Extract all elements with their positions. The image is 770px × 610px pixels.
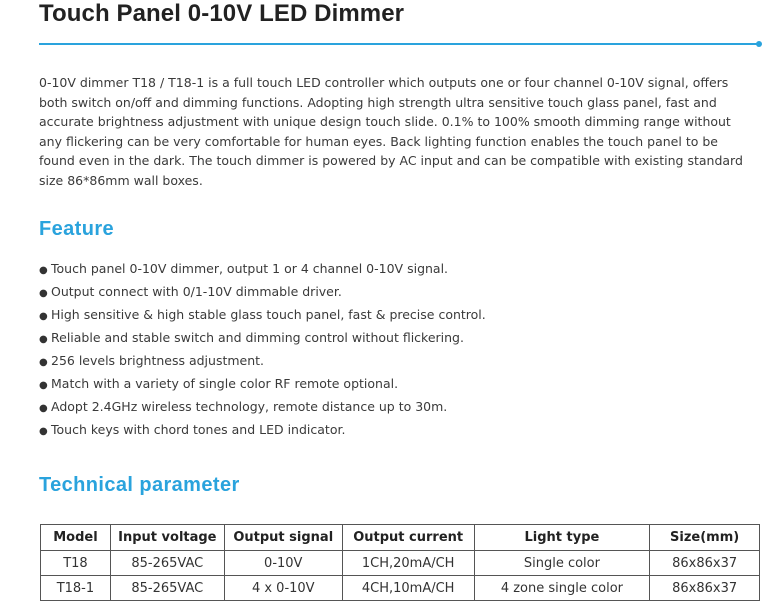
feature-text: Reliable and stable switch and dimming control without flickering.: [51, 330, 464, 345]
column-header-output-signal: Output signal: [224, 525, 342, 551]
cell-output-current: 4CH,10mA/CH: [342, 576, 474, 601]
column-header-output-current: Output current: [342, 525, 474, 551]
column-header-input-voltage: Input voltage: [110, 525, 224, 551]
bullet-icon: ●: [39, 311, 48, 322]
bullet-icon: ●: [39, 288, 48, 299]
intro-paragraph: [39, 73, 764, 190]
table-row: [41, 551, 760, 576]
feature-heading: Feature: [39, 218, 115, 240]
technical-parameter-heading: Technical parameter: [39, 474, 240, 496]
feature-text: 256 levels brightness adjustment.: [51, 353, 265, 368]
cell-size: 86x86x37: [650, 576, 760, 601]
intro-line: found even in the dark. The touch dimmer is powered by AC input and can be compatible with existing standard: [39, 153, 743, 168]
feature-text: Match with a variety of single color RF remote optional.: [51, 376, 399, 391]
column-header-model: Model: [41, 525, 111, 551]
cell-light-type: Single color: [474, 551, 650, 576]
feature-text: Adopt 2.4GHz wireless technology, remote distance up to 30m.: [51, 399, 448, 414]
intro-line: size 86*86mm wall boxes.: [39, 172, 203, 188]
cell-model: T18-1: [41, 576, 111, 601]
feature-item: [39, 260, 486, 283]
page-title: Touch Panel 0-10V LED Dimmer: [39, 0, 405, 27]
feature-list: [39, 260, 486, 444]
cell-input-voltage: 85-265VAC: [110, 551, 224, 576]
intro-line: accurate brightness adjustment with unique design touch slide. 0.1% to 100% smooth dimming range without: [39, 114, 731, 129]
feature-item: [39, 375, 486, 398]
bullet-icon: ●: [39, 334, 48, 345]
cell-input-voltage: 85-265VAC: [110, 576, 224, 601]
feature-item: [39, 352, 486, 375]
intro-line: 0-10V dimmer T18 / T18-1 is a full touch LED controller which outputs one or four channel 0-10V signal, offers: [39, 75, 729, 90]
intro-line: any flickering can be very comfortable for human eyes. Back lighting function enables the touch panel to be: [39, 133, 718, 149]
technical-parameter-table: [40, 524, 760, 601]
bullet-icon: ●: [39, 380, 48, 391]
feature-text: High sensitive & high stable glass touch panel, fast & precise control.: [51, 307, 486, 322]
cell-size: 86x86x37: [650, 551, 760, 576]
title-underline: [39, 43, 759, 45]
cell-output-signal: 0-10V: [224, 551, 342, 576]
intro-line: both switch on/off and dimming functions. Adopting high strength ultra sensitive touch glass panel, fast and: [39, 94, 717, 110]
cell-model: T18: [41, 551, 111, 576]
title-underline-dot: [756, 41, 762, 47]
bullet-icon: ●: [39, 426, 48, 437]
feature-text: Touch keys with chord tones and LED indicator.: [51, 422, 346, 437]
feature-text: Touch panel 0-10V dimmer, output 1 or 4 channel 0-10V signal.: [51, 261, 449, 276]
feature-item: [39, 283, 486, 306]
table-row: [41, 576, 760, 601]
bullet-icon: ●: [39, 357, 48, 368]
column-header-size: Size(mm): [650, 525, 760, 551]
feature-item: [39, 398, 486, 421]
bullet-icon: ●: [39, 403, 48, 414]
feature-text: Output connect with 0/1-10V dimmable driver.: [51, 284, 342, 299]
feature-item: [39, 306, 486, 329]
feature-item: [39, 421, 486, 444]
cell-output-signal: 4 x 0-10V: [224, 576, 342, 601]
cell-output-current: 1CH,20mA/CH: [342, 551, 474, 576]
cell-light-type: 4 zone single color: [474, 576, 650, 601]
table-header-row: [41, 525, 760, 551]
feature-item: [39, 329, 486, 352]
column-header-light-type: Light type: [474, 525, 650, 551]
bullet-icon: ●: [39, 265, 48, 276]
